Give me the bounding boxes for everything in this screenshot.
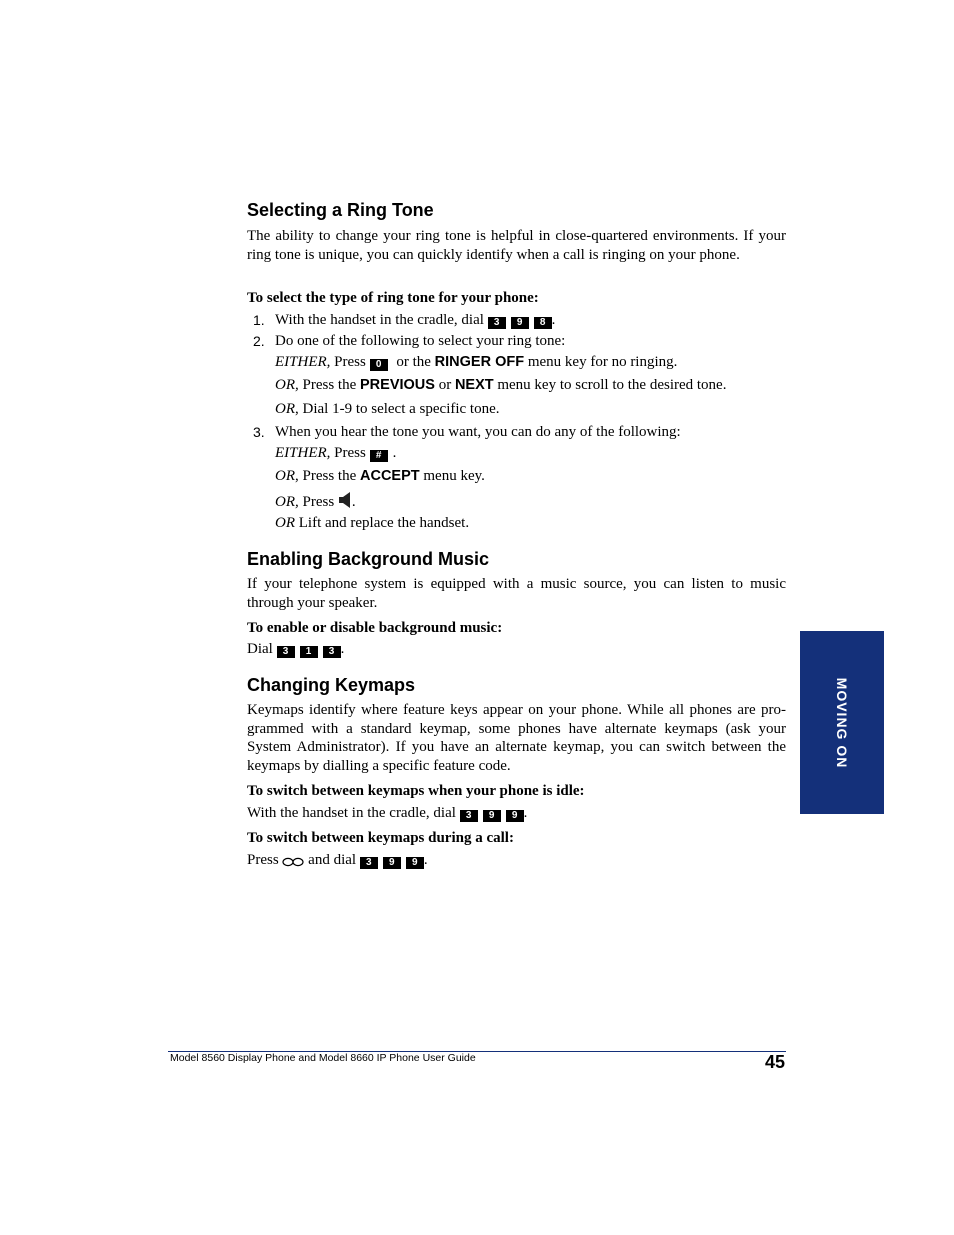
dial-key: 3 <box>360 857 378 869</box>
music-procedure-title: To enable or disable background music: <box>247 620 503 636</box>
music-intro: If your telephone system is equipped with a music source, you can listen to music through your speaker. <box>247 576 786 611</box>
ring-tone-step-2-either: EITHER, Press 0 or the RINGER OFF menu key for no ringing. <box>275 354 678 370</box>
key-sequence <box>277 641 341 657</box>
key-sequence <box>360 852 424 868</box>
dial-key: 9 <box>483 810 501 822</box>
dial-key: 3 <box>277 646 295 658</box>
music-dial-instruction: Dial 3 1 3 . <box>247 641 345 657</box>
dial-key: # <box>370 450 388 462</box>
ring-tone-procedure-title: To select the type of ring tone for your phone: <box>247 290 539 306</box>
keymaps-idle-instruction: With the handset in the cradle, dial 3 9 9 . <box>247 805 528 821</box>
dial-key: 3 <box>460 810 478 822</box>
ring-tone-step-2: Do one of the following to select your ring tone: <box>275 333 566 349</box>
dial-key: 0 <box>370 359 388 371</box>
step-number: 2. <box>253 333 265 349</box>
key-sequence <box>488 312 552 328</box>
dial-key: 9 <box>511 317 529 329</box>
ring-tone-step-3-or-1: OR, Press the ACCEPT menu key. <box>275 468 485 484</box>
softkey-label: PREVIOUS <box>360 377 435 393</box>
ring-tone-step-3: When you hear the tone you want, you can do any of the following: <box>275 424 681 440</box>
step-number: 1. <box>253 312 265 328</box>
ring-tone-step-3-either: EITHER, Press # . <box>275 445 397 461</box>
section-heading-background-music: Enabling Background Music <box>247 549 490 569</box>
keymaps-call-instruction: Press and dial 3 9 9 . <box>247 851 428 872</box>
step-number: 3. <box>253 424 265 440</box>
ring-tone-step-3-or-3: OR Lift and replace the handset. <box>275 515 470 531</box>
chapter-side-tab-label: MOVING ON <box>834 677 850 768</box>
ring-tone-step-2-or-2: OR, Dial 1-9 to select a specific tone. <box>275 401 500 417</box>
dial-key: 8 <box>534 317 552 329</box>
dial-key: 9 <box>383 857 401 869</box>
ring-tone-step-1: With the handset in the cradle, dial 3 9 8 . <box>275 312 556 328</box>
softkey-label: ACCEPT <box>360 468 420 484</box>
keymaps-intro: Keymaps identify where feature keys appear on your phone. While all phones are pro-grammed with a standard keymap, some phones have alternate keymaps (ask your System Administrator). If you have an alternate keymap, you can switch between the keymaps by dialling a specific feature code. <box>247 702 786 775</box>
conference-icon <box>282 854 304 872</box>
section-heading-keymaps: Changing Keymaps <box>247 675 416 695</box>
chapter-side-tab <box>800 631 884 814</box>
keymaps-call-title: To switch between keymaps during a call: <box>247 830 514 846</box>
section-heading-ring-tone: Selecting a Ring Tone <box>247 200 434 220</box>
dial-key: 3 <box>488 317 506 329</box>
dial-key: 9 <box>506 810 524 822</box>
softkey-label: NEXT <box>454 377 494 393</box>
softkey-label: RINGER OFF <box>434 354 525 370</box>
page-number: 45 <box>764 1052 785 1072</box>
keymaps-idle-title: To switch between keymaps when your phone is idle: <box>247 783 585 799</box>
ring-tone-intro: The ability to change your ring tone is helpful in close-quartered environments. If your ring tone is unique, you can quickly identify when a call is ringing on your phone. <box>247 228 786 263</box>
footer-title: Model 8560 Display Phone and Model 8660 IP Phone User Guide <box>170 1052 476 1064</box>
dial-key: 3 <box>323 646 341 658</box>
speaker-icon <box>338 491 352 514</box>
ring-tone-step-3-or-2: OR, Press . <box>275 491 356 514</box>
ring-tone-step-2-or-1: OR, Press the PREVIOUS or NEXT menu key to scroll to the desired tone. <box>275 377 727 393</box>
dial-key: 1 <box>300 646 318 658</box>
dial-key: 9 <box>406 857 424 869</box>
key-sequence <box>460 805 524 821</box>
